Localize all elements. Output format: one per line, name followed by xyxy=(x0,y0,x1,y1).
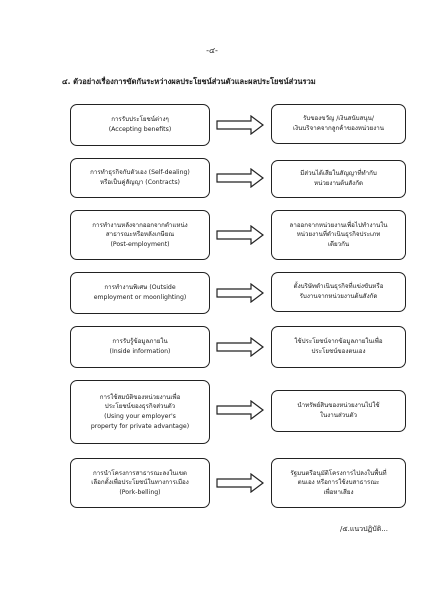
right-arrow-icon xyxy=(215,115,265,135)
example-box xyxy=(271,160,406,198)
example-box xyxy=(271,458,406,508)
example-text: ลาออกจากหน่วยงานเพื่อไปทำงานใน หน่วยงานที่ดำเนินธุรกิจประเภท เดียวกัน xyxy=(289,221,388,248)
category-box xyxy=(70,326,210,368)
category-text: การรับประโยชน์ต่างๆ (Accepting benefits) xyxy=(108,116,172,133)
continuation-note: /๕.แนวปฏิบัติ... xyxy=(340,525,388,533)
category-box xyxy=(70,458,210,508)
right-arrow-icon xyxy=(215,473,265,493)
category-box xyxy=(70,272,210,314)
category-box xyxy=(70,380,210,444)
example-text: ใช้ประโยชน์จากข้อมูลภายในเพื่อ ประโยชน์ของตนเอง xyxy=(294,338,383,355)
example-text: นำทรัพย์สินของหน่วยงานไปใช้ ในงานส่วนตัว xyxy=(297,402,380,419)
category-text: การใช้สมบัติของหน่วยงานเพื่อ ประโยชน์ของธุรกิจส่วนตัว (Using your employer's property for private advantage) xyxy=(90,393,190,430)
right-arrow-icon xyxy=(215,225,265,245)
example-box xyxy=(271,104,406,144)
example-text: รับของขวัญ /เงินสนับสนุน/ เงินบริจาคจากลูกค้าของหน่วยงาน xyxy=(293,115,384,132)
page-number: -๔- xyxy=(206,46,218,55)
right-arrow-icon xyxy=(215,400,265,420)
category-text: การรับรู้ข้อมูลภายใน (Inside information) xyxy=(109,338,171,355)
right-arrow-icon xyxy=(215,283,265,303)
example-box xyxy=(271,390,406,432)
category-box xyxy=(70,158,210,198)
section-heading: ๔. ตัวอย่างเรื่องการขัดกันระหว่างผลประโยชน์ส่วนตัวและผลประโยชน์ส่วนรวม xyxy=(62,77,316,86)
example-text: ตั้งบริษัทดำเนินธุรกิจที่แข่งขันหรือ รับงานจากหน่วยงานต้นสังกัด xyxy=(293,283,384,300)
category-text: การนำโครงการสาธารณะลงในเขต เลือกตั้งเพื่อประโยชน์ในทางการเมือง (Pork-belling) xyxy=(91,469,189,496)
category-text: การทำธุรกิจกับตัวเอง (Self-dealing) หรือเป็นคู่สัญญา (Contracts) xyxy=(90,169,190,186)
example-text: มีส่วนได้เสียในสัญญาที่ทำกับ หน่วยงานต้นสังกัด xyxy=(300,170,377,187)
category-box xyxy=(70,104,210,146)
category-text: การทำงานหลังจากออกจากตำแหน่ง สาธารณะหรือหลังเกษียณ (Post-employment) xyxy=(92,221,188,248)
example-text: รัฐมนตรีอนุมัติโครงการไปลงในพื้นที่ ตนเอง หรือการใช้งบสาธารณะ เพื่อหาเสียง xyxy=(290,469,387,496)
right-arrow-icon xyxy=(215,337,265,357)
example-box xyxy=(271,210,406,260)
example-box xyxy=(271,326,406,368)
right-arrow-icon xyxy=(215,168,265,188)
category-box xyxy=(70,210,210,260)
example-box xyxy=(271,272,406,312)
category-text: การทำงานพิเศษ (Outside employment or moonlighting) xyxy=(93,284,187,301)
